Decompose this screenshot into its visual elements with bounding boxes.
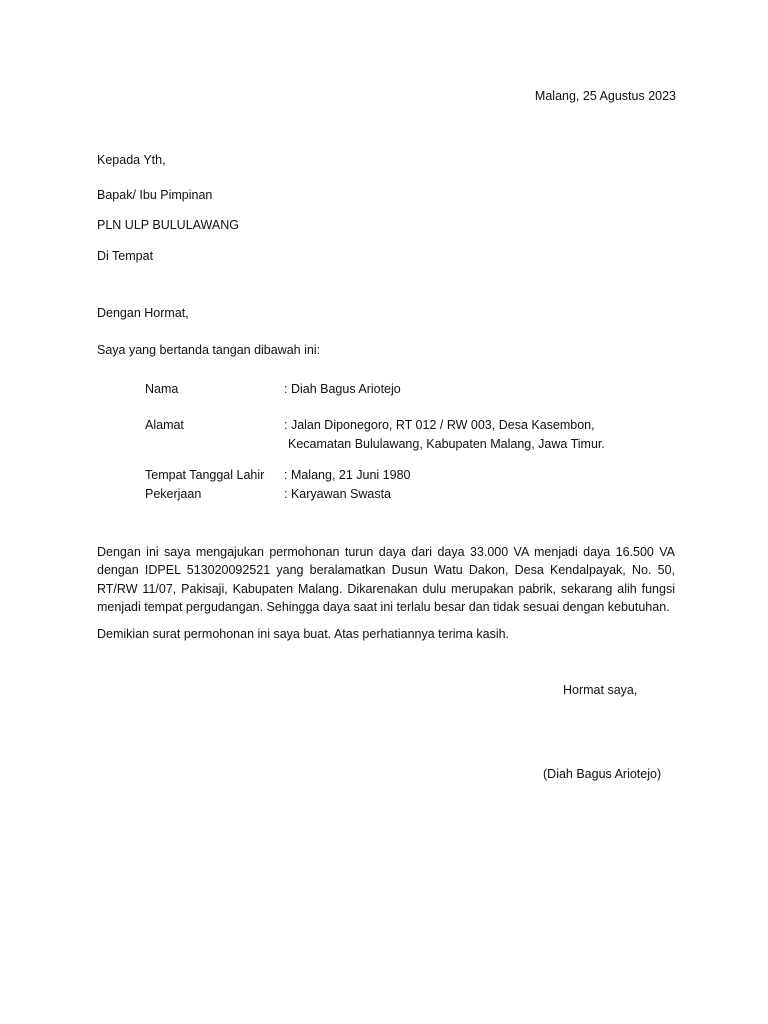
field-label-ttl: Tempat Tanggal Lahir bbox=[145, 468, 265, 482]
intro-text: Saya yang bertanda tangan dibawah ini: bbox=[97, 343, 321, 357]
field-value-alamat-line-2: Kecamatan Bululawang, Kabupaten Malang, Jawa Timur. bbox=[288, 437, 605, 451]
body-paragraph: Dengan ini saya mengajukan permohonan turun daya dari daya 33.000 VA menjadi daya 16.500 VA dengan IDPEL 513020092521 yang beralamatkan Dusun Watu Dakon, Desa Kendalpayak, No. 50, RT/RW 11/07, Pakisaji, Kabupaten Malang. Dikarenakan dulu merupakan pabrik, sekarang alih fungsi menjadi tempat pergudangan. Sehingga daya saat ini terlalu besar dan tidak sesuai dengan kebutuhan. bbox=[97, 545, 675, 614]
recipient-line-3: PLN ULP BULULAWANG bbox=[97, 218, 239, 232]
salutation: Dengan Hormat, bbox=[97, 306, 189, 320]
letter-date: Malang, 25 Agustus 2023 bbox=[534, 89, 676, 103]
recipient-line-1: Kepada Yth, bbox=[97, 153, 166, 167]
field-value-ttl: : Malang, 21 Juni 1980 bbox=[284, 468, 411, 482]
field-value-alamat-line-1: : Jalan Diponegoro, RT 012 / RW 003, Desa Kasembon, bbox=[284, 418, 595, 432]
field-value-nama: : Diah Bagus Ariotejo bbox=[284, 382, 401, 396]
recipient-line-2: Bapak/ Ibu Pimpinan bbox=[97, 188, 213, 202]
signature-name: (Diah Bagus Ariotejo) bbox=[543, 767, 662, 781]
field-value-pekerjaan: : Karyawan Swasta bbox=[284, 487, 391, 501]
field-label-nama: Nama bbox=[145, 382, 179, 396]
closing-text: Demikian surat permohonan ini saya buat. Atas perhatiannya terima kasih. bbox=[97, 627, 510, 641]
field-label-pekerjaan: Pekerjaan bbox=[145, 487, 202, 501]
field-label-alamat: Alamat bbox=[145, 418, 184, 432]
recipient-line-4: Di Tempat bbox=[97, 249, 154, 263]
regards-text: Hormat saya, bbox=[563, 683, 638, 697]
